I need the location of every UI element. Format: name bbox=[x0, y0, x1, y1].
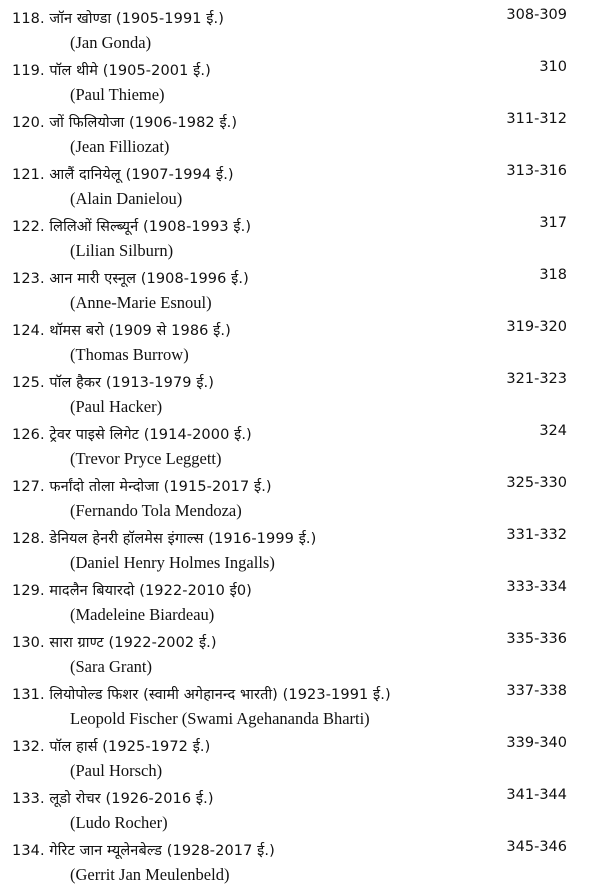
entry-page-range: 324 bbox=[539, 423, 567, 439]
toc-entry-119 bbox=[0, 52, 600, 104]
entry-title-hindi: जों फिलियोजा (1906-1982 ई.) bbox=[49, 115, 238, 131]
entry-name-english: (Sara Grant) bbox=[70, 657, 153, 676]
entry-title-hindi: डेनियल हेनरी हॉलमेस इंगाल्स (1916-1999 ई.) bbox=[49, 531, 317, 547]
entry-title-hindi: जॉन खोण्डा (1905-1991 ई.) bbox=[49, 11, 224, 27]
toc-entry-129 bbox=[0, 572, 600, 624]
entry-page-range: 345-346 bbox=[506, 839, 567, 855]
toc-entry-125 bbox=[0, 364, 600, 416]
entry-name-english: (Trevor Pryce Leggett) bbox=[70, 449, 222, 468]
entry-title-hindi: पॉल थीमे (1905-2001 ई.) bbox=[49, 63, 211, 79]
entry-number: 118. bbox=[12, 11, 45, 27]
entry-name-english: (Thomas Burrow) bbox=[70, 345, 189, 364]
entry-title-hindi: आन मारी एस्नूल (1908-1996 ई.) bbox=[49, 271, 249, 287]
entry-page-range: 313-316 bbox=[506, 163, 567, 179]
entry-number: 125. bbox=[12, 375, 45, 391]
entry-page-range: 325-330 bbox=[506, 475, 567, 491]
entry-name-english: (Lilian Silburn) bbox=[70, 241, 174, 260]
entry-name-english: (Alain Danielou) bbox=[70, 189, 183, 208]
entry-page-range: 339-340 bbox=[506, 735, 567, 751]
toc-entry-128 bbox=[0, 520, 600, 572]
entry-number: 123. bbox=[12, 271, 45, 287]
entry-number: 133. bbox=[12, 791, 45, 807]
toc-entry-132 bbox=[0, 728, 600, 780]
toc-entry-124 bbox=[0, 312, 600, 364]
toc-entry-133 bbox=[0, 780, 600, 832]
entry-title-hindi: ट्रेवर पाइसे लिगेट (1914-2000 ई.) bbox=[49, 427, 252, 443]
entry-number: 127. bbox=[12, 479, 45, 495]
entry-number: 134. bbox=[12, 843, 45, 859]
toc-entry-120 bbox=[0, 104, 600, 156]
entry-title-hindi: पॉल हैकर (1913-1979 ई.) bbox=[49, 375, 214, 391]
toc-entry-118 bbox=[0, 0, 600, 52]
entry-number: 122. bbox=[12, 219, 45, 235]
toc-entry-134 bbox=[0, 832, 600, 884]
entry-title-hindi: सारा ग्राण्ट (1922-2002 ई.) bbox=[49, 635, 217, 651]
entry-number: 119. bbox=[12, 63, 45, 79]
entry-number: 121. bbox=[12, 167, 45, 183]
entry-name-english: (Daniel Henry Holmes Ingalls) bbox=[70, 553, 275, 572]
entry-name-english: (Madeleine Biardeau) bbox=[70, 605, 215, 624]
entry-number: 129. bbox=[12, 583, 45, 599]
entry-name-english: (Paul Thieme) bbox=[70, 85, 165, 104]
entry-name-english: (Jan Gonda) bbox=[70, 33, 152, 52]
entry-number: 130. bbox=[12, 635, 45, 651]
entry-page-range: 318 bbox=[539, 267, 567, 283]
entry-number: 124. bbox=[12, 323, 45, 339]
entry-title-hindi: पॉल हार्स (1925-1972 ई.) bbox=[49, 739, 211, 755]
entry-title-hindi: फर्नांदो तोला मेन्दोजा (1915-2017 ई.) bbox=[49, 479, 272, 495]
toc-entry-123 bbox=[0, 260, 600, 312]
toc-entry-122 bbox=[0, 208, 600, 260]
entry-title-hindi: आलैं दानियेलू (1907-1994 ई.) bbox=[49, 167, 234, 183]
entry-number: 132. bbox=[12, 739, 45, 755]
entry-name-english: (Anne-Marie Esnoul) bbox=[70, 293, 212, 312]
toc-entry-121 bbox=[0, 156, 600, 208]
entry-page-range: 317 bbox=[539, 215, 567, 231]
entry-name-english: (Gerrit Jan Meulenbeld) bbox=[70, 865, 230, 884]
entry-number: 128. bbox=[12, 531, 45, 547]
entry-page-range: 319-320 bbox=[506, 319, 567, 335]
entry-name-english: (Paul Hacker) bbox=[70, 397, 163, 416]
entry-name-english: (Fernando Tola Mendoza) bbox=[70, 501, 242, 520]
entry-page-range: 321-323 bbox=[506, 371, 567, 387]
entry-title-hindi: लिलिओं सिल्ब्यूर्न (1908-1993 ई.) bbox=[49, 219, 252, 235]
toc-entry-131 bbox=[0, 676, 600, 728]
entry-name-english: (Ludo Rocher) bbox=[70, 813, 168, 832]
entry-title-hindi: थॉमस बरो (1909 से 1986 ई.) bbox=[49, 323, 231, 339]
toc-entry-127 bbox=[0, 468, 600, 520]
entry-title-hindi: लियोपोल्ड फिशर (स्वामी अगेहानन्द भारती) (1923-1991 ई.) bbox=[49, 687, 391, 703]
entry-page-range: 310 bbox=[539, 59, 567, 75]
entry-page-range: 308-309 bbox=[506, 7, 567, 23]
entry-title-hindi: लूडो रोचर (1926-2016 ई.) bbox=[49, 791, 214, 807]
entry-page-range: 311-312 bbox=[506, 111, 567, 127]
entry-page-range: 341-344 bbox=[506, 787, 567, 803]
toc-entry-126 bbox=[0, 416, 600, 468]
entry-page-range: 331-332 bbox=[506, 527, 567, 543]
entry-name-english: (Paul Horsch) bbox=[70, 761, 163, 780]
entry-page-range: 333-334 bbox=[506, 579, 567, 595]
entry-page-range: 337-338 bbox=[506, 683, 567, 699]
entry-title-hindi: गेरिट जान म्यूलेनबेल्ड (1928-2017 ई.) bbox=[49, 843, 275, 859]
entry-name-english: Leopold Fischer (Swami Agehananda Bharti) bbox=[70, 709, 370, 728]
entry-number: 120. bbox=[12, 115, 45, 131]
toc-entry-130 bbox=[0, 624, 600, 676]
entry-name-english: (Jean Filliozat) bbox=[70, 137, 170, 156]
entry-page-range: 335-336 bbox=[506, 631, 567, 647]
entry-number: 126. bbox=[12, 427, 45, 443]
entry-title-hindi: मादलैन बियारदो (1922-2010 ई0) bbox=[49, 583, 252, 599]
entry-number: 131. bbox=[12, 687, 45, 703]
